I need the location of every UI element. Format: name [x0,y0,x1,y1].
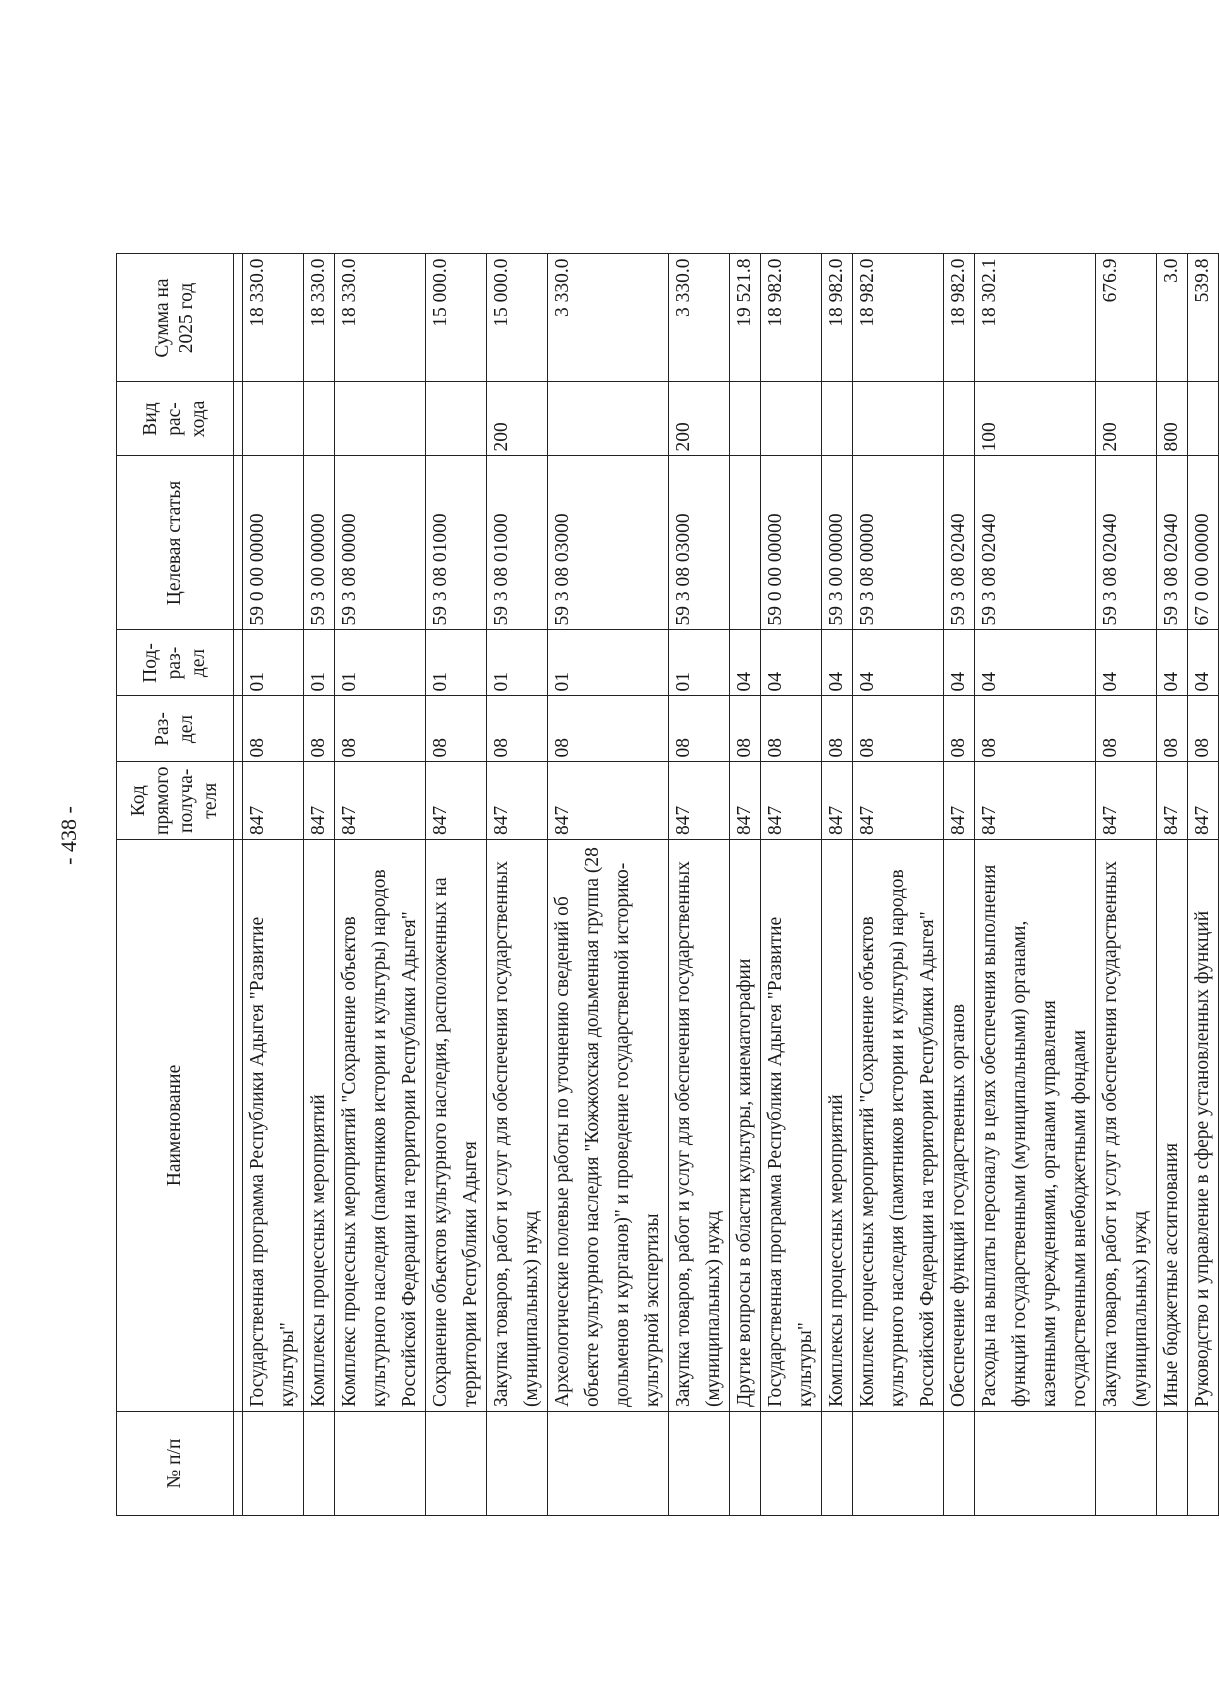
cell-subsection: 04 [944,630,975,696]
cell-target: 59 0 00 00000 [243,456,304,630]
cell-amount: 18 330.0 [243,254,304,382]
cell-expense-type: 200 [487,382,548,456]
cell-code: 847 [304,762,335,840]
cell-target: 59 3 08 01000 [487,456,548,630]
cell-amount: 3 330.0 [669,254,730,382]
cell-subsection: 01 [426,630,487,696]
rotated-sheet [56,103,1213,1568]
table-row [243,254,304,1516]
cell-section: 08 [669,696,730,762]
cell-num [487,1412,548,1516]
cell-num [426,1412,487,1516]
cell-amount: 18 982.0 [761,254,822,382]
cell-target: 59 0 00 00000 [761,456,822,630]
cell-name: Комплексы процессных мероприятий [822,840,853,1412]
cell-section: 08 [487,696,548,762]
cell-num [761,1412,822,1516]
cell-expense-type [944,382,975,456]
table-row [1157,254,1188,1516]
cell-subsection: 04 [761,630,822,696]
header-name: Наименование [117,840,234,1412]
page-number: - 438 - [56,806,81,865]
cell-num [853,1412,944,1516]
cell-num [975,1412,1096,1516]
cell-section: 08 [822,696,853,762]
cell-target: 59 3 08 02040 [1096,456,1157,630]
budget-table [116,254,1219,1517]
cell-target: 59 3 08 03000 [548,456,669,630]
cell-expense-type [761,382,822,456]
cell-section: 08 [975,696,1096,762]
cell-section: 08 [426,696,487,762]
cell-expense-type: 200 [1096,382,1157,456]
cell-expense-type [304,382,335,456]
cell-expense-type [730,382,761,456]
cell-name: Государственная программа Республики Адыгея "Развитие культуры" [761,840,822,1412]
cell-target: 59 3 08 03000 [669,456,730,630]
cell-section: 08 [304,696,335,762]
cell-expense-type [243,382,304,456]
cell-code: 847 [730,762,761,840]
cell-subsection: 01 [304,630,335,696]
cell-code: 847 [853,762,944,840]
cell-amount: 18 982.0 [853,254,944,382]
table-row [304,254,335,1516]
cell-section: 08 [944,696,975,762]
cell-name: Государственная программа Республики Адыгея "Развитие культуры" [243,840,304,1412]
cell-name: Другие вопросы в области культуры, кинематографии [730,840,761,1412]
cell-num [243,1412,304,1516]
cell-subsection: 01 [548,630,669,696]
cell-amount: 18 982.0 [944,254,975,382]
table-row [853,254,944,1516]
cell-name: Закупка товаров, работ и услуг для обеспечения государственных (муниципальных) нужд [487,840,548,1412]
cell-name: Комплексы процессных мероприятий [304,840,335,1412]
cell-subsection: 04 [822,630,853,696]
cell-code: 847 [548,762,669,840]
cell-code: 847 [1157,762,1188,840]
header-section: Раз- дел [117,696,234,762]
cell-code: 847 [426,762,487,840]
cell-subsection: 04 [1157,630,1188,696]
cell-num [730,1412,761,1516]
cell-num [1188,1412,1219,1516]
cell-code: 847 [669,762,730,840]
table-row [548,254,669,1516]
cell-amount: 18 302.1 [975,254,1096,382]
cell-code: 847 [944,762,975,840]
cell-amount: 15 000.0 [487,254,548,382]
header-code: Код прямого получа- теля [117,762,234,840]
cell-name: Расходы на выплаты персоналу в целях обеспечения выполнения функций государственными (муниципальными) органами, казенными учреждениями, органами управления государственными внебюджетными фондами [975,840,1096,1412]
cell-expense-type: 200 [669,382,730,456]
cell-subsection: 04 [975,630,1096,696]
cell-subsection: 01 [669,630,730,696]
cell-name: Закупка товаров, работ и услуг для обеспечения государственных (муниципальных) нужд [1096,840,1157,1412]
cell-subsection: 01 [335,630,426,696]
cell-name: Комплекс процессных мероприятий "Сохранение объектов культурного наследия (памятников истории и культуры) народов Российской Федерации на территории Республики Адыгея" [335,840,426,1412]
cell-code: 847 [335,762,426,840]
header-target: Целевая статья [117,456,234,630]
cell-expense-type [1188,382,1219,456]
cell-section: 08 [761,696,822,762]
cell-expense-type: 800 [1157,382,1188,456]
cell-section: 08 [548,696,669,762]
cell-target: 59 3 08 00000 [335,456,426,630]
cell-amount: 18 330.0 [304,254,335,382]
cell-target: 59 3 00 00000 [822,456,853,630]
table-row [1188,254,1219,1516]
cell-target: 59 3 00 00000 [304,456,335,630]
table-row [335,254,426,1516]
cell-amount: 19 521.8 [730,254,761,382]
cell-subsection: 04 [1188,630,1219,696]
cell-code: 847 [822,762,853,840]
cell-amount: 15 000.0 [426,254,487,382]
cell-amount: 18 982.0 [822,254,853,382]
cell-name: Комплекс процессных мероприятий "Сохранение объектов культурного наследия (памятников истории и культуры) народов Российской Федерации на территории Республики Адыгея" [853,840,944,1412]
cell-num [1096,1412,1157,1516]
cell-target: 59 3 08 02040 [1157,456,1188,630]
cell-target: 59 3 08 02040 [975,456,1096,630]
cell-name: Археологические полевые работы по уточнению сведений об объекте культурного наследия "Кожжохская дольменная группа (28 дольменов и курганов)" и проведение государственной историко-культурной экспертизы [548,840,669,1412]
cell-name: Сохранение объектов культурного наследия, расположенных на территории Республики Адыгея [426,840,487,1412]
cell-expense-type: 100 [975,382,1096,456]
cell-section: 08 [1096,696,1157,762]
cell-amount: 18 330.0 [335,254,426,382]
cell-target [730,456,761,630]
table-row [1096,254,1157,1516]
cell-amount: 3 330.0 [548,254,669,382]
cell-expense-type [426,382,487,456]
table-row [761,254,822,1516]
cell-expense-type [335,382,426,456]
cell-section: 08 [853,696,944,762]
cell-amount: 676.9 [1096,254,1157,382]
cell-num [1157,1412,1188,1516]
cell-num [822,1412,853,1516]
table-row [975,254,1096,1516]
cell-target: 59 3 08 02040 [944,456,975,630]
header-num: № п/п [117,1412,234,1516]
cell-code: 847 [975,762,1096,840]
cell-section: 08 [730,696,761,762]
cell-subsection: 04 [853,630,944,696]
cell-expense-type [853,382,944,456]
table-row [822,254,853,1516]
cell-expense-type [822,382,853,456]
cell-subsection: 01 [243,630,304,696]
table-row [944,254,975,1516]
header-subsection: Под- раз- дел [117,630,234,696]
cell-subsection: 04 [1096,630,1157,696]
table-header-row [117,254,234,1516]
cell-num [548,1412,669,1516]
table-row [487,254,548,1516]
cell-code: 847 [761,762,822,840]
cell-target: 59 3 08 00000 [853,456,944,630]
header-expense-type: Вид рас- хода [117,382,234,456]
cell-amount: 3.0 [1157,254,1188,382]
cell-name: Обеспечение функций государственных органов [944,840,975,1412]
cell-section: 08 [1188,696,1219,762]
cell-num [335,1412,426,1516]
cell-code: 847 [487,762,548,840]
table-row [426,254,487,1516]
cell-name: Руководство и управление в сфере установленных функций [1188,840,1219,1412]
cell-target: 67 0 00 00000 [1188,456,1219,630]
cell-section: 08 [243,696,304,762]
cell-num [944,1412,975,1516]
table-row [730,254,761,1516]
cell-amount: 539.8 [1188,254,1219,382]
cell-target: 59 3 08 01000 [426,456,487,630]
cell-num [304,1412,335,1516]
cell-section: 08 [335,696,426,762]
table-row [669,254,730,1516]
cell-code: 847 [1188,762,1219,840]
cell-code: 847 [243,762,304,840]
cell-subsection: 01 [487,630,548,696]
table-spacer-row [234,254,243,1516]
cell-subsection: 04 [730,630,761,696]
cell-section: 08 [1157,696,1188,762]
cell-expense-type [548,382,669,456]
cell-num [669,1412,730,1516]
header-amount: Сумма на 2025 год [117,254,234,382]
cell-code: 847 [1096,762,1157,840]
cell-name: Закупка товаров, работ и услуг для обеспечения государственных (муниципальных) нужд [669,840,730,1412]
cell-name: Иные бюджетные ассигнования [1157,840,1188,1412]
